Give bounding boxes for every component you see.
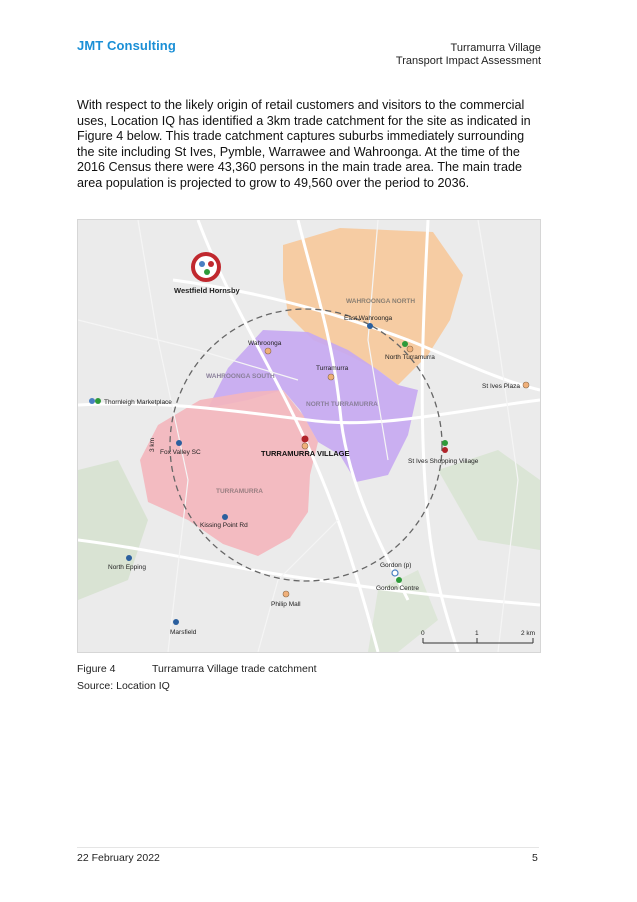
document-subtitle: Transport Impact Assessment	[395, 55, 541, 67]
point-north-epping	[126, 555, 132, 561]
point-marsfield	[173, 619, 179, 625]
point-fox-valley	[176, 440, 182, 446]
label-north-epping: North Epping	[108, 564, 146, 571]
footer-date: 22 February 2022	[77, 852, 160, 864]
label-wahroonga: Wahroonga	[248, 340, 282, 347]
document-title: Turramurra Village	[450, 42, 541, 54]
figure-number: Figure 4	[77, 663, 116, 675]
figure-source: Source: Location IQ	[77, 680, 170, 692]
footer-divider	[77, 847, 539, 848]
point-thornleigh-blue	[89, 398, 95, 404]
scale-label-2: 2 km	[521, 630, 536, 637]
westfield-ring-icon	[193, 254, 219, 280]
trade-catchment-map	[77, 219, 541, 653]
point-turramurra	[328, 374, 334, 380]
label-st-ives-plaza: St Ives Plaza	[482, 383, 520, 390]
westfield-dot-red	[208, 261, 214, 267]
scale-label-0: 0	[421, 630, 425, 637]
label-turramurra: Turramurra	[316, 365, 349, 372]
point-east-wahroonga	[367, 323, 373, 329]
label-thornleigh: Thornleigh Marketplace	[104, 399, 172, 406]
point-wahroonga	[265, 348, 271, 354]
label-st-ives-village: St Ives Shopping Village	[408, 458, 479, 465]
westfield-marker	[193, 254, 219, 280]
point-north-turramurra-orange	[407, 346, 413, 352]
page-number: 5	[532, 852, 538, 864]
point-gordon-p	[392, 570, 398, 576]
label-turramurra-area: TURRAMURRA	[216, 488, 263, 495]
westfield-dot-blue	[199, 261, 205, 267]
label-gordon-p: Gordon (p)	[380, 562, 412, 569]
label-east-wahroonga: East Wahroonga	[344, 315, 393, 322]
point-st-ives-village-red	[442, 447, 448, 453]
label-north-turramurra: North Turramurra	[385, 354, 435, 361]
point-thornleigh-green	[95, 398, 101, 404]
label-philip-mall: Philip Mall	[271, 601, 301, 608]
label-radius: 3 km	[149, 437, 156, 452]
label-westfield: Westfield Hornsby	[174, 286, 240, 295]
label-wahroonga-north: WAHROONGA NORTH	[346, 298, 416, 305]
label-fox-valley: Fox Valley SC	[160, 449, 201, 456]
figure-title: Turramurra Village trade catchment	[152, 663, 317, 675]
label-wahroonga-south: WAHROONGA SOUTH	[206, 373, 275, 380]
label-turramurra-village: TURRAMURRA VILLAGE	[261, 449, 350, 458]
map-svg	[78, 220, 540, 652]
company-logo: JMT Consulting	[77, 38, 176, 53]
figure-caption	[77, 663, 317, 675]
label-gordon-centre: Gordon Centre	[376, 585, 419, 592]
label-marsfield: Marsfield	[170, 629, 197, 636]
point-st-ives-plaza	[523, 382, 529, 388]
westfield-dot-green	[204, 269, 210, 275]
point-gordon-centre	[396, 577, 402, 583]
point-philip-mall	[283, 591, 289, 597]
body-paragraph: With respect to the likely origin of retail customers and visitors to the commercial uses, Location IQ has identified a 3km trade catchment for the site as indicated in Figure 4 below. This trade catchment captures suburbs immediately surrounding the site including St Ives, Pymble, Warrawee and Wahroonga. At the time of the 2016 Census there were 43,360 persons in the main trade area. The main trade area population is projected to grow to 49,560 over the period to 2036.	[77, 98, 531, 190]
label-kissing-point: Kissing Point Rd	[200, 522, 248, 529]
point-turramurra-village-red	[302, 436, 309, 443]
point-north-turramurra-green	[402, 341, 408, 347]
label-north-turramurra-area: NORTH TURRAMURRA	[306, 401, 378, 408]
point-kissing-point	[222, 514, 228, 520]
document-header	[396, 42, 541, 68]
point-st-ives-village-green	[442, 440, 448, 446]
scale-label-1: 1	[475, 630, 479, 637]
